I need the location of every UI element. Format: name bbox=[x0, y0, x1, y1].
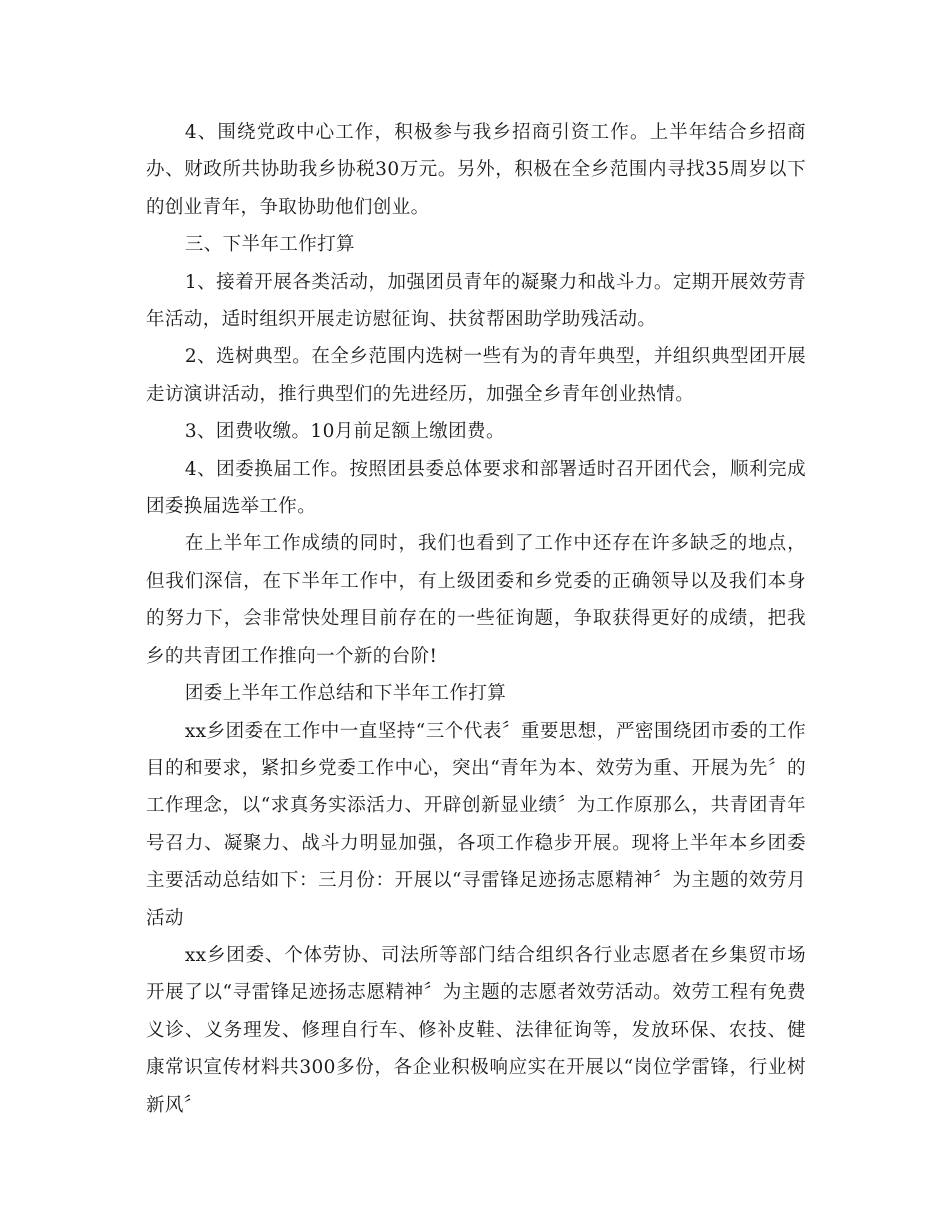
paragraph-item-4-investment: 4、围绕党政中心工作，积极参与我乡招商引资工作。上半年结合乡招商办、财政所共协助我乡协税30万元。另外，积极在全乡范围内寻找35周岁以下的创业青年，争取协助他们创业。 bbox=[146, 122, 806, 218]
paragraph-conclusion: 在上半年工作成绩的同时，我们也看到了工作中还存在许多缺乏的地点，但我们深信，在下半年工作中，有上级团委和乡党委的正确领导以及我们本身的努力下，会非常快处理目前存在的一些征询题，争取获得更好的成绩，把我乡的共青团工作推向一个新的台阶! bbox=[146, 533, 806, 667]
paragraph-intro: xx乡团委在工作中一直坚持“三个代表〞重要思想，严密围绕团市委的工作目的和要求，紧扣乡党委工作中心，突出“青年为本、效劳为重、开展为先〞的工作理念，以“求真务实添活力、开辟创新显业绩〞为工作原那么，共青团青年号召力、凝聚力、战斗力明显加强，各项工作稳步开展。现将上半年本乡团委主要活动总结如下：三月份：开展以“寻雷锋足迹扬志愿精神〞为主题的效劳月活动 bbox=[146, 720, 806, 929]
paragraph-plan-1-activities: 1、接着开展各类活动，加强团员青年的凝聚力和战斗力。定期开展效劳青年活动，适时组织开展走访慰征询、扶贫帮困助学助残活动。 bbox=[146, 271, 806, 331]
paragraph-plan-2-models: 2、选树典型。在全乡范围内选树一些有为的青年典型，并组织典型团开展走访演讲活动，推行典型们的先进经历，加强全乡青年创业热情。 bbox=[146, 346, 806, 405]
paragraph-plan-4-election: 4、团委换届工作。按照团县委总体要求和部署适时召开团代会，顺利完成团委换届选举工作。 bbox=[146, 458, 806, 518]
paragraph-volunteer-activity: xx乡团委、个体劳协、司法所等部门结合组织各行业志愿者在乡集贸市场开展了以“寻雷锋足迹扬志愿精神〞为主题的志愿者效劳活动。效劳工程有免费义诊、义务理发、修理自行车、修补皮鞋、法律征询等，发放环保、农技、健康常识宣传材料共300多份，各企业积极响应实在开展以“岗位学雷锋，行业树新风〞 bbox=[146, 944, 806, 1116]
document-body bbox=[146, 114, 806, 1124]
document-subtitle: 团委上半年工作总结和下半年工作打算 bbox=[184, 683, 507, 705]
section-heading-second-half-plan: 三、下半年工作打算 bbox=[184, 234, 355, 256]
paragraph-plan-3-dues: 3、团费收缴。10月前足额上缴团费。 bbox=[184, 421, 505, 443]
